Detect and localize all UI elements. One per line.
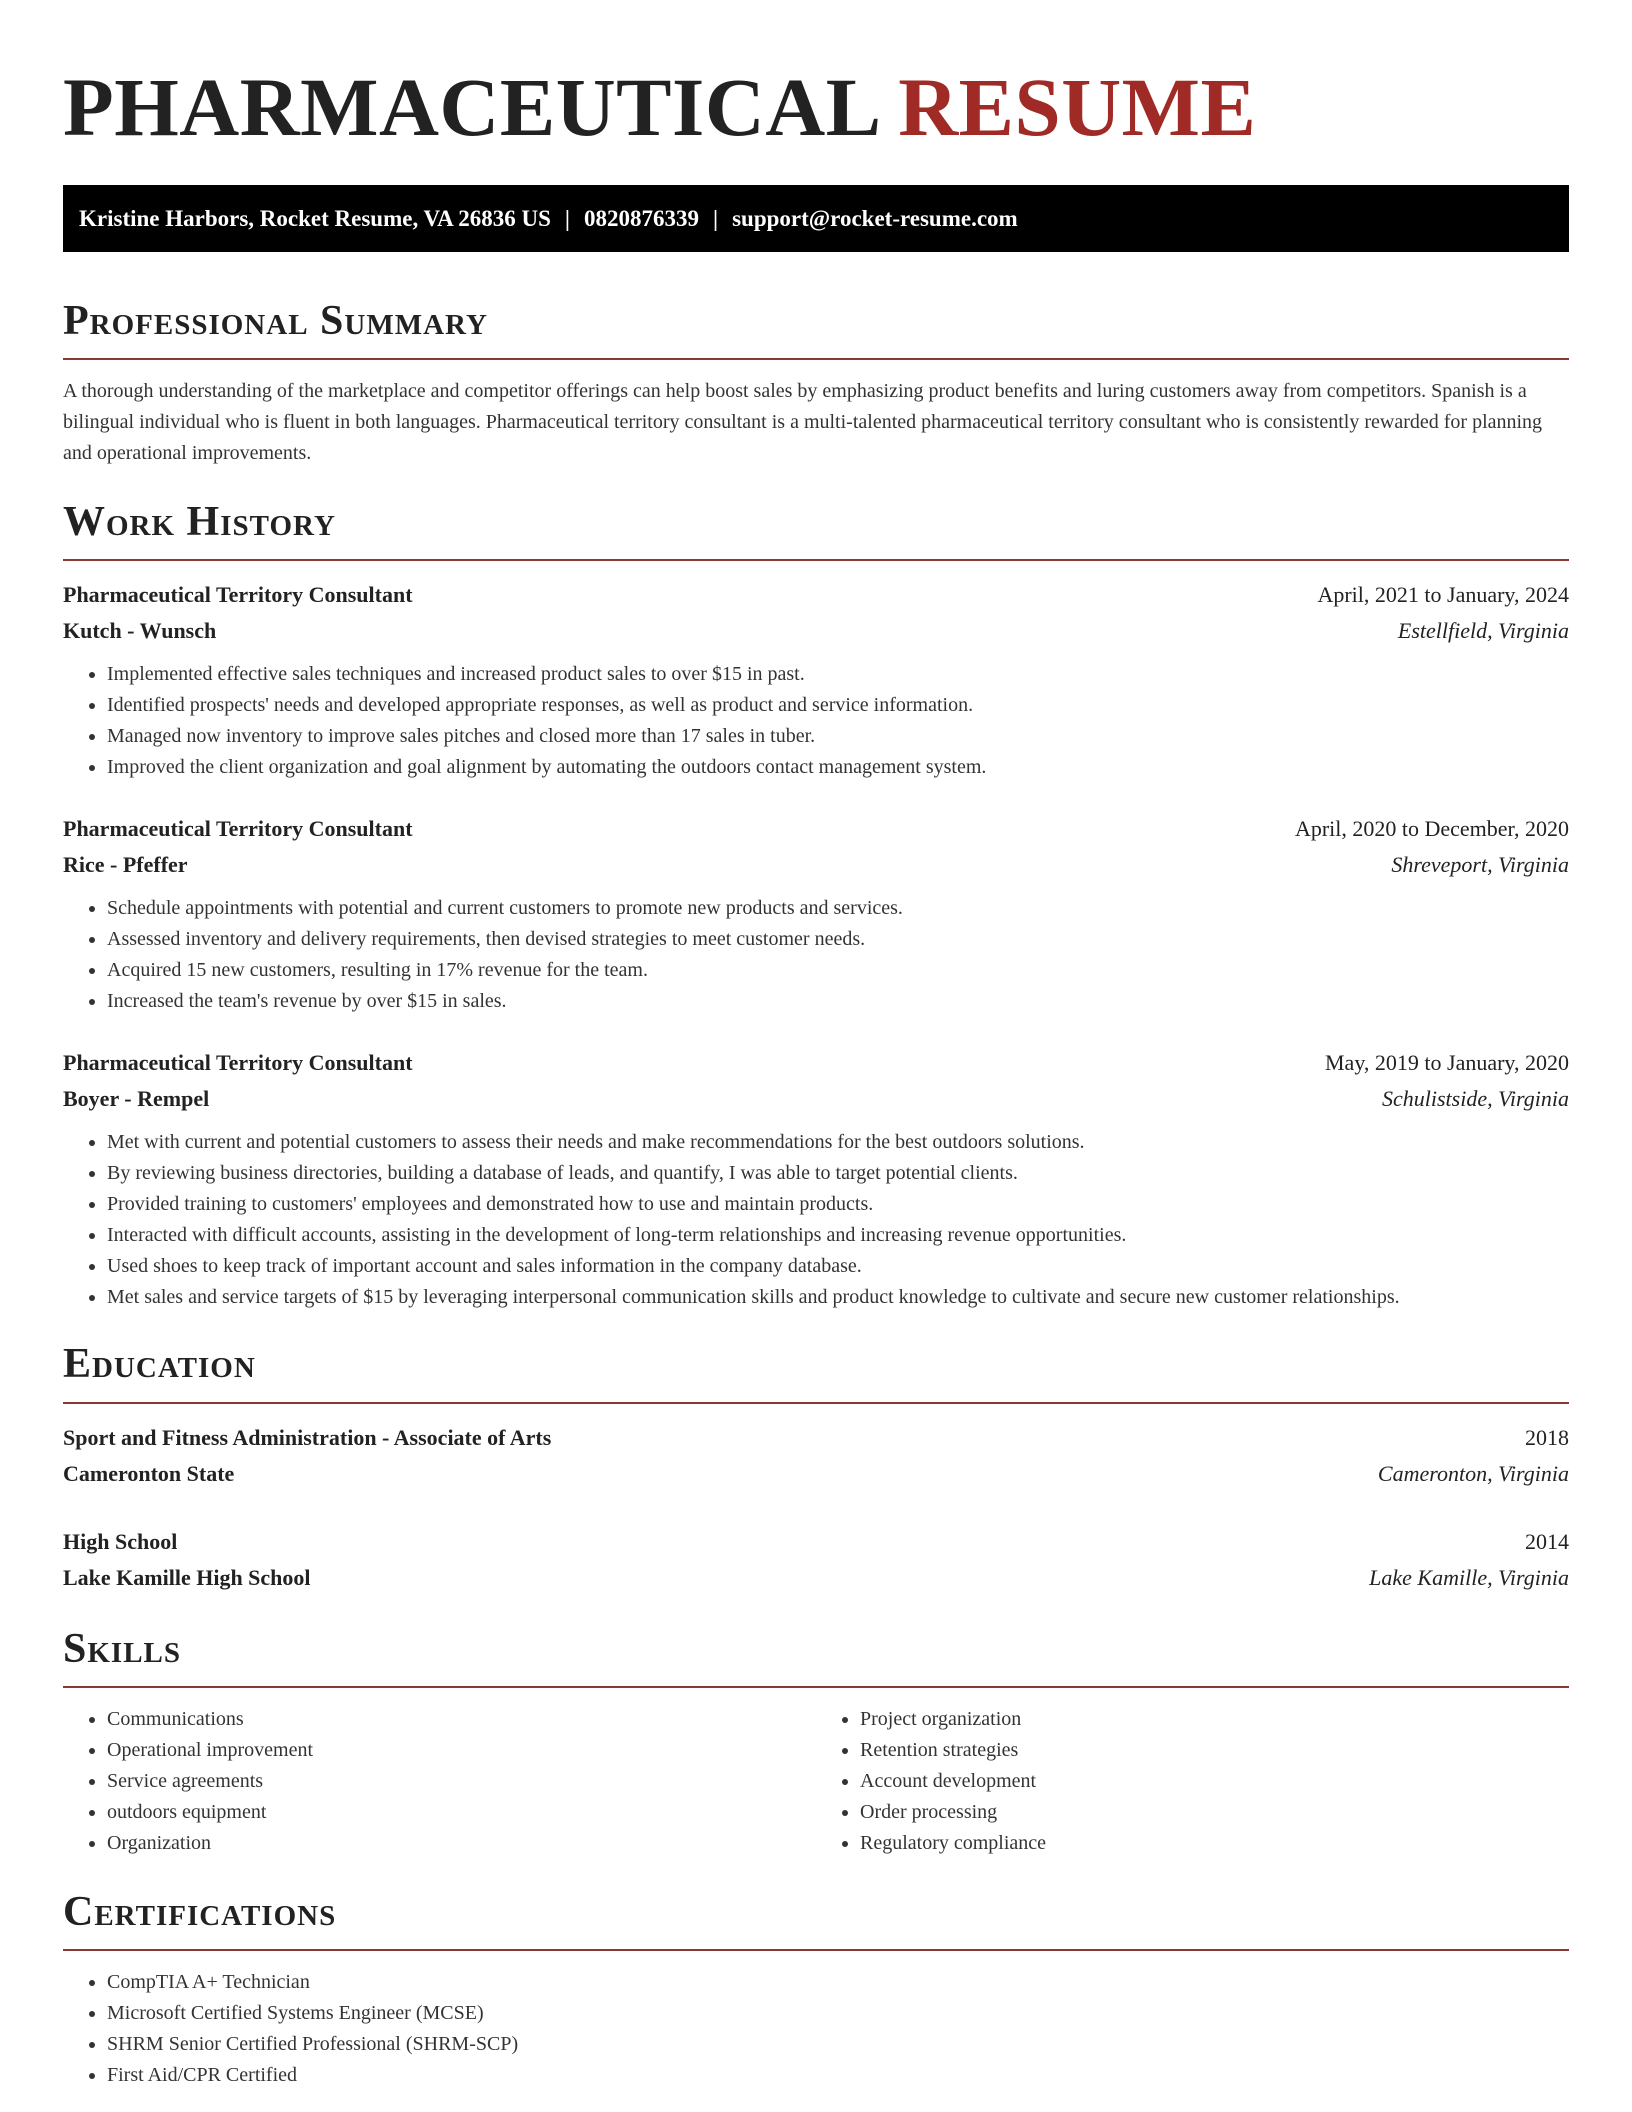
title-part-1: PHARMACEUTICAL — [63, 61, 877, 153]
education-school: Lake Kamille High School — [63, 1564, 311, 1590]
section-heading-education: Education — [63, 1341, 256, 1388]
certification-item: • CompTIA A+ Technician — [107, 1967, 1569, 1998]
section-divider — [63, 559, 1569, 561]
job-location: Schulistside, Virginia — [1382, 1086, 1569, 1112]
contact-separator: | — [713, 206, 719, 231]
skill-item: • Order processing — [860, 1797, 1569, 1828]
summary-text: A thorough understanding of the marketplace and competitor offerings can help boost sales by emphasizing product benefits and luring customers away from competitors. Spanish is a bilingual individual who is fluent in both languages. Pharmaceutical territory consultant is a multi-talented pharmaceutical territory consultant who is consistently rewarded for planning and operational improvements. — [63, 380, 1543, 465]
job-entry — [63, 577, 1569, 783]
contact-separator: | — [564, 206, 570, 231]
job-bullet: • Increased the team's revenue by over $15 in sales. — [107, 986, 1569, 1017]
education-school: Cameronton State — [63, 1460, 235, 1486]
skill-item: • Service agreements — [107, 1766, 816, 1797]
job-dates: April, 2021 to January, 2024 — [1317, 582, 1569, 608]
section-heading-certifications: Certifications — [63, 1888, 337, 1935]
skill-item: • Account development — [860, 1766, 1569, 1797]
job-dates: May, 2019 to January, 2020 — [1325, 1050, 1569, 1076]
education-degree: Sport and Fitness Administration - Associate of Arts — [63, 1424, 552, 1450]
job-bullet: • Met sales and service targets of $15 by leveraging interpersonal communication skills and product knowledge to cultivate and secure new customer relationships. — [107, 1282, 1569, 1313]
section-divider — [63, 1949, 1569, 1951]
job-entry — [63, 811, 1569, 1017]
skill-item: • Project organization — [860, 1704, 1569, 1735]
contact-bar — [63, 185, 1569, 252]
contact-phone: 0820876339 — [584, 206, 699, 231]
job-bullet: • Identified prospects' needs and developed appropriate responses, as well as product and service information. — [107, 690, 1569, 721]
job-location: Estellfield, Virginia — [1397, 618, 1569, 644]
job-entry — [63, 1045, 1569, 1313]
work-history-section — [63, 499, 1569, 1313]
job-company: Kutch - Wunsch — [63, 618, 217, 644]
resume-title — [63, 61, 1569, 153]
title-part-2: RESUME — [898, 61, 1257, 153]
job-company: Rice - Pfeffer — [63, 852, 188, 878]
education-location: Lake Kamille, Virginia — [1369, 1564, 1569, 1590]
job-dates: April, 2020 to December, 2020 — [1294, 816, 1569, 842]
section-divider — [63, 1686, 1569, 1688]
education-degree: High School — [63, 1528, 178, 1554]
job-location: Shreveport, Virginia — [1391, 852, 1569, 878]
job-bullet: • Interacted with difficult accounts, assisting in the development of long-term relationships and increasing revenue opportunities. — [107, 1220, 1569, 1251]
section-heading-summary: Professional Summary — [63, 298, 488, 344]
job-bullets — [63, 893, 1569, 1017]
job-company: Boyer - Rempel — [63, 1086, 210, 1112]
skill-item: • outdoors equipment — [107, 1797, 816, 1828]
job-bullet: • Met with current and potential customers to assess their needs and make recommendations for the best outdoors solutions. — [107, 1127, 1569, 1158]
job-bullet: • Improved the client organization and goal alignment by automating the outdoors contact management system. — [107, 752, 1569, 783]
summary-section — [63, 298, 1569, 469]
skills-column-1 — [63, 1704, 816, 1859]
skills-columns — [63, 1704, 1569, 1859]
job-bullets — [63, 659, 1569, 783]
skill-item: • Operational improvement — [107, 1735, 816, 1766]
job-bullet: • Implemented effective sales techniques and increased product sales to over $15 in past. — [107, 659, 1569, 690]
job-bullet: • Managed now inventory to improve sales pitches and closed more than 17 sales in tuber. — [107, 721, 1569, 752]
contact-email[interactable]: support@rocket-resume.com — [732, 206, 1018, 231]
job-bullet: • Schedule appointments with potential and current customers to promote new products and services. — [107, 893, 1569, 924]
job-title: Pharmaceutical Territory Consultant — [63, 816, 413, 842]
education-year: 2018 — [1525, 1424, 1569, 1450]
section-heading-work: Work History — [63, 499, 336, 546]
job-title: Pharmaceutical Territory Consultant — [63, 1050, 413, 1076]
certification-item: • First Aid/CPR Certified — [107, 2060, 1569, 2091]
education-year: 2014 — [1525, 1528, 1569, 1554]
education-location: Cameronton, Virginia — [1377, 1460, 1569, 1486]
certifications-section — [63, 1889, 1569, 2091]
skill-item: • Retention strategies — [860, 1735, 1569, 1766]
skill-item: • Communications — [107, 1704, 816, 1735]
contact-address: Kristine Harbors, Rocket Resume, VA 26836 US — [79, 206, 551, 231]
job-bullet: • Provided training to customers' employees and demonstrated how to use and maintain products. — [107, 1189, 1569, 1220]
job-title: Pharmaceutical Territory Consultant — [63, 582, 413, 608]
education-entry — [63, 1524, 1569, 1596]
job-bullet: • By reviewing business directories, building a database of leads, and quantify, I was able to target potential clients. — [107, 1158, 1569, 1189]
job-bullets — [63, 1127, 1569, 1313]
job-bullet: • Used shoes to keep track of important account and sales information in the company database. — [107, 1251, 1569, 1282]
certification-item: • SHRM Senior Certified Professional (SHRM-SCP) — [107, 2029, 1569, 2060]
section-divider — [63, 1402, 1569, 1404]
job-bullet: • Acquired 15 new customers, resulting in 17% revenue for the team. — [107, 955, 1569, 986]
section-heading-skills: Skills — [63, 1625, 182, 1672]
skills-column-2 — [816, 1704, 1569, 1859]
education-entry — [63, 1420, 1569, 1492]
skills-section — [63, 1626, 1569, 1859]
section-divider — [63, 358, 1569, 360]
certifications-list — [63, 1967, 1569, 2091]
skill-item: • Organization — [107, 1828, 816, 1859]
skill-item: • Regulatory compliance — [860, 1828, 1569, 1859]
job-bullet: • Assessed inventory and delivery requirements, then devised strategies to meet customer needs. — [107, 924, 1569, 955]
education-section — [63, 1341, 1569, 1595]
certification-item: • Microsoft Certified Systems Engineer (MCSE) — [107, 1998, 1569, 2029]
